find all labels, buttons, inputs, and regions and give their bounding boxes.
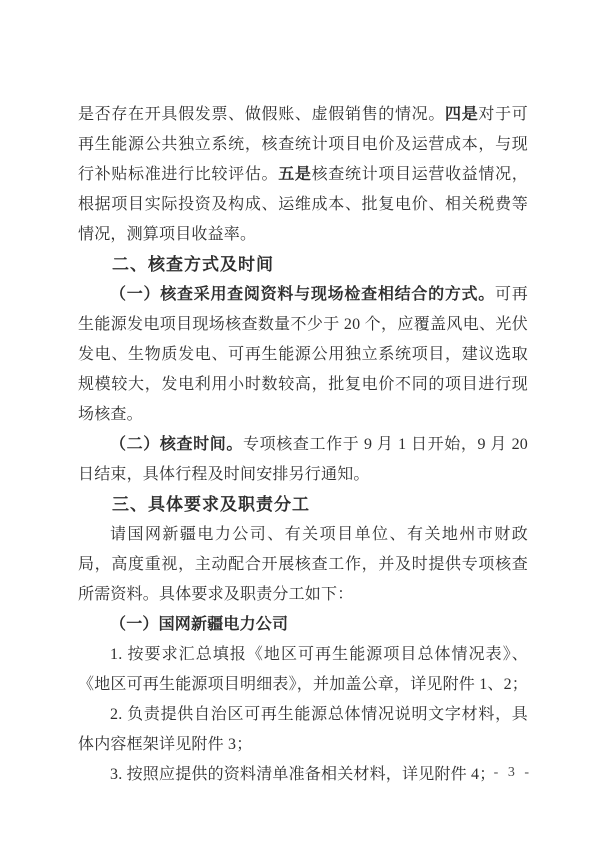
paragraph-list-item-3 <box>78 760 528 790</box>
text-run: 3. 按照应提供的资料清单准备相关材料，详见附件 4； <box>110 766 496 783</box>
text-run: 是否存在开具假发票、做假账、虚假销售的情况。 <box>78 106 446 123</box>
text-run: 请国网新疆电力公司、有关项目单位、有关地州市财政局，高度重视，主动配合开展核查工作，并及时提供专项核查所需资料。具体要求及职责分工如下： <box>78 526 528 603</box>
paragraph-section2-item2 <box>78 430 528 490</box>
text-run: 可再生能源发电项目现场核查数量不少于 20 个，应覆盖风电、光伏发电、生物质发电、可再生能源公用独立系统项目，建议选取规模较大，发电利用小时数较高，批复电价不同的项目进行现场核查。 <box>78 286 528 423</box>
paragraph-list-item-2 <box>78 700 528 760</box>
text-run: 对于可再生能源公共独立系统，核查统计项目电价及运营成本，与现行补贴标准进行比较评估。 <box>78 106 528 183</box>
item-lead-text: （一）核查采用查阅资料与现场检查相结合的方式。 <box>110 286 496 303</box>
document-body <box>78 100 528 790</box>
page-number: - 3 - <box>493 765 532 780</box>
paragraph-list-item-1 <box>78 640 528 700</box>
paragraph-continuation <box>78 100 528 250</box>
subsection-heading-1: （一）国网新疆电力公司 <box>110 616 289 633</box>
text-run-emphasis-four: 四是 <box>445 106 479 123</box>
text-run-emphasis-five: 五是 <box>278 166 312 183</box>
section-heading-2: 二、核查方式及时间 <box>112 255 274 274</box>
item-lead-text: （二）核查时间。 <box>110 436 244 453</box>
text-run: 专项核查工作于 9 月 1 日开始，9 月 20 日结束，具体行程及时间安排另行通知。 <box>78 436 528 483</box>
text-run: 核查统计项目运营收益情况，根据项目实际投资及构成、运维成本、批复电价、相关税费等情况，测算项目收益率。 <box>78 166 528 243</box>
paragraph-section2-item1 <box>78 280 528 430</box>
text-run: 1. 按要求汇总填报《地区可再生能源项目总体情况表》、《地区可再生能源项目明细表》，并加盖公章，详见附件 1、2； <box>78 646 529 693</box>
text-run: 2. 负责提供自治区可再生能源总体情况说明文字材料，具体内容框架详见附件 3； <box>78 706 528 753</box>
paragraph-section3-intro <box>78 520 528 610</box>
section-heading-3: 三、具体要求及职责分工 <box>112 495 310 514</box>
